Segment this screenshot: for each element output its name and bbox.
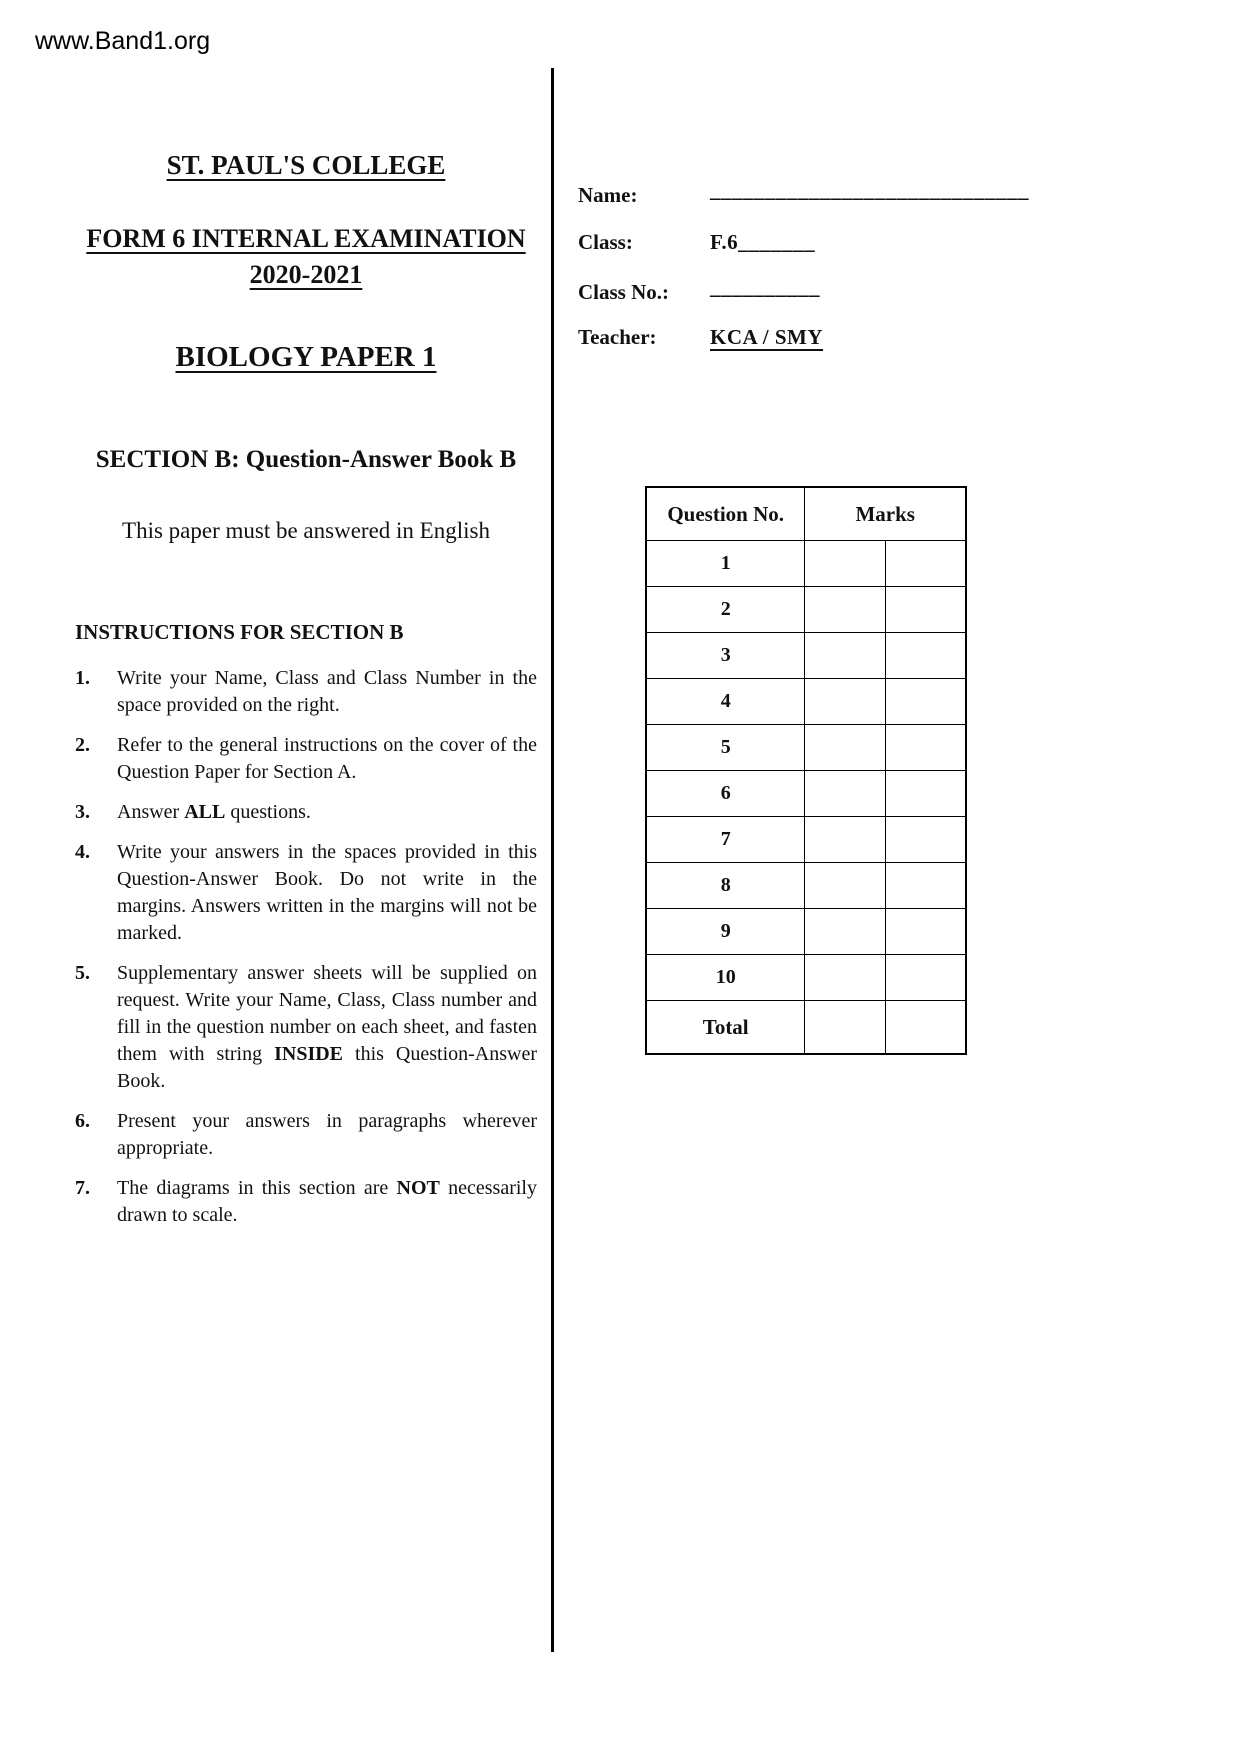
section-heading: SECTION B: Question-Answer Book B [95, 446, 517, 473]
marks-table-row [646, 633, 966, 679]
instruction-item [75, 665, 537, 719]
marks-table-row [646, 863, 966, 909]
marks-cell [805, 771, 885, 817]
marks-cell [805, 955, 885, 1001]
class-value: F.6_______ [710, 230, 816, 254]
question-no-header: Question No. [646, 487, 805, 541]
marks-cell [885, 725, 966, 771]
marks-table-row [646, 1001, 966, 1055]
instructions-list [75, 665, 537, 1229]
instruction-text: Present your answers in paragraphs wherever appropriate. [117, 1110, 537, 1159]
instruction-number: 6. [75, 1110, 90, 1132]
question-no-cell: 9 [646, 909, 805, 955]
marks-table-row [646, 587, 966, 633]
marks-cell [885, 955, 966, 1001]
marks-cell [805, 725, 885, 771]
marks-cell [805, 587, 885, 633]
paper-title [75, 341, 537, 374]
marks-cell [885, 541, 966, 587]
marks-cell [885, 679, 966, 725]
instruction-number: 1. [75, 667, 90, 689]
marks-cell [805, 679, 885, 725]
instruction-number: 2. [75, 734, 90, 756]
marks-cell [885, 817, 966, 863]
teacher-value: KCA / SMY [710, 325, 824, 349]
instruction-text: Write your Name, Class and Class Number in the space provided on the right. [117, 667, 537, 716]
exam-title-line1: FORM 6 INTERNAL EXAMINATION [86, 224, 526, 253]
question-no-cell: 3 [646, 633, 805, 679]
marks-cell [885, 587, 966, 633]
marks-header: Marks [805, 487, 966, 541]
marks-cell [805, 909, 885, 955]
marks-cell [885, 909, 966, 955]
instruction-item [75, 799, 537, 826]
marks-table [645, 486, 967, 1055]
vertical-divider [551, 68, 554, 1652]
instruction-text: Supplementary answer sheets will be supplied on request. Write your Name, Class, Class number and fill in the question number on each sheet, and fasten them with string INSIDE this Question-Answer Book. [117, 962, 538, 1092]
school-title [75, 150, 537, 181]
marks-cell [805, 541, 885, 587]
exam-title [75, 221, 537, 293]
marks-cell [805, 1001, 885, 1055]
paper-title-text: BIOLOGY PAPER 1 [175, 341, 437, 373]
question-no-cell: 10 [646, 955, 805, 1001]
class-no-blank-line: __________ [710, 275, 820, 299]
exam-title-line2: 2020-2021 [249, 260, 363, 289]
marks-table-row [646, 817, 966, 863]
question-no-cell: 2 [646, 587, 805, 633]
question-no-cell: 7 [646, 817, 805, 863]
name-label: Name: [578, 183, 638, 207]
marks-cell [805, 817, 885, 863]
marks-table-row [646, 725, 966, 771]
language-note: This paper must be answered in English [122, 518, 490, 543]
question-no-cell: 5 [646, 725, 805, 771]
instruction-text: Answer ALL questions. [117, 801, 311, 823]
question-no-cell: 8 [646, 863, 805, 909]
watermark: www.Band1.org [35, 27, 211, 55]
marks-table-header-row [646, 487, 966, 541]
marks-cell [805, 863, 885, 909]
instruction-number: 3. [75, 801, 90, 823]
name-blank-line: _____________________________ [710, 178, 1029, 202]
class-no-label: Class No.: [578, 280, 670, 304]
instruction-item [75, 1108, 537, 1162]
marks-cell [885, 863, 966, 909]
question-no-cell: 4 [646, 679, 805, 725]
marks-cell [885, 1001, 966, 1055]
question-no-cell: 1 [646, 541, 805, 587]
instruction-item [75, 960, 537, 1095]
question-no-cell: 6 [646, 771, 805, 817]
marks-table-body [646, 541, 966, 1055]
instructions-title: INSTRUCTIONS FOR SECTION B [75, 620, 404, 644]
marks-cell [805, 633, 885, 679]
marks-table-row [646, 771, 966, 817]
instruction-number: 7. [75, 1177, 90, 1199]
teacher-label: Teacher: [578, 325, 657, 349]
question-no-cell: Total [646, 1001, 805, 1055]
instruction-item [75, 732, 537, 786]
left-column [75, 150, 537, 1242]
marks-table-row [646, 909, 966, 955]
instruction-text: The diagrams in this section are NOT necessarily drawn to scale. [117, 1177, 537, 1226]
marks-table-row [646, 541, 966, 587]
marks-cell [885, 771, 966, 817]
instruction-item [75, 839, 537, 947]
instruction-item [75, 1175, 537, 1229]
marks-table-row [646, 679, 966, 725]
marks-cell [885, 633, 966, 679]
school-title-text: ST. PAUL'S COLLEGE [166, 150, 446, 180]
marks-table-row [646, 955, 966, 1001]
instruction-text: Refer to the general instructions on the cover of the Question Paper for Section A. [117, 734, 537, 783]
instruction-number: 5. [75, 962, 90, 984]
instruction-number: 4. [75, 841, 90, 863]
instruction-text: Write your answers in the spaces provided in this Question-Answer Book. Do not write in the margins. Answers written in the margins will not be marked. [117, 841, 537, 944]
class-label: Class: [578, 230, 633, 254]
